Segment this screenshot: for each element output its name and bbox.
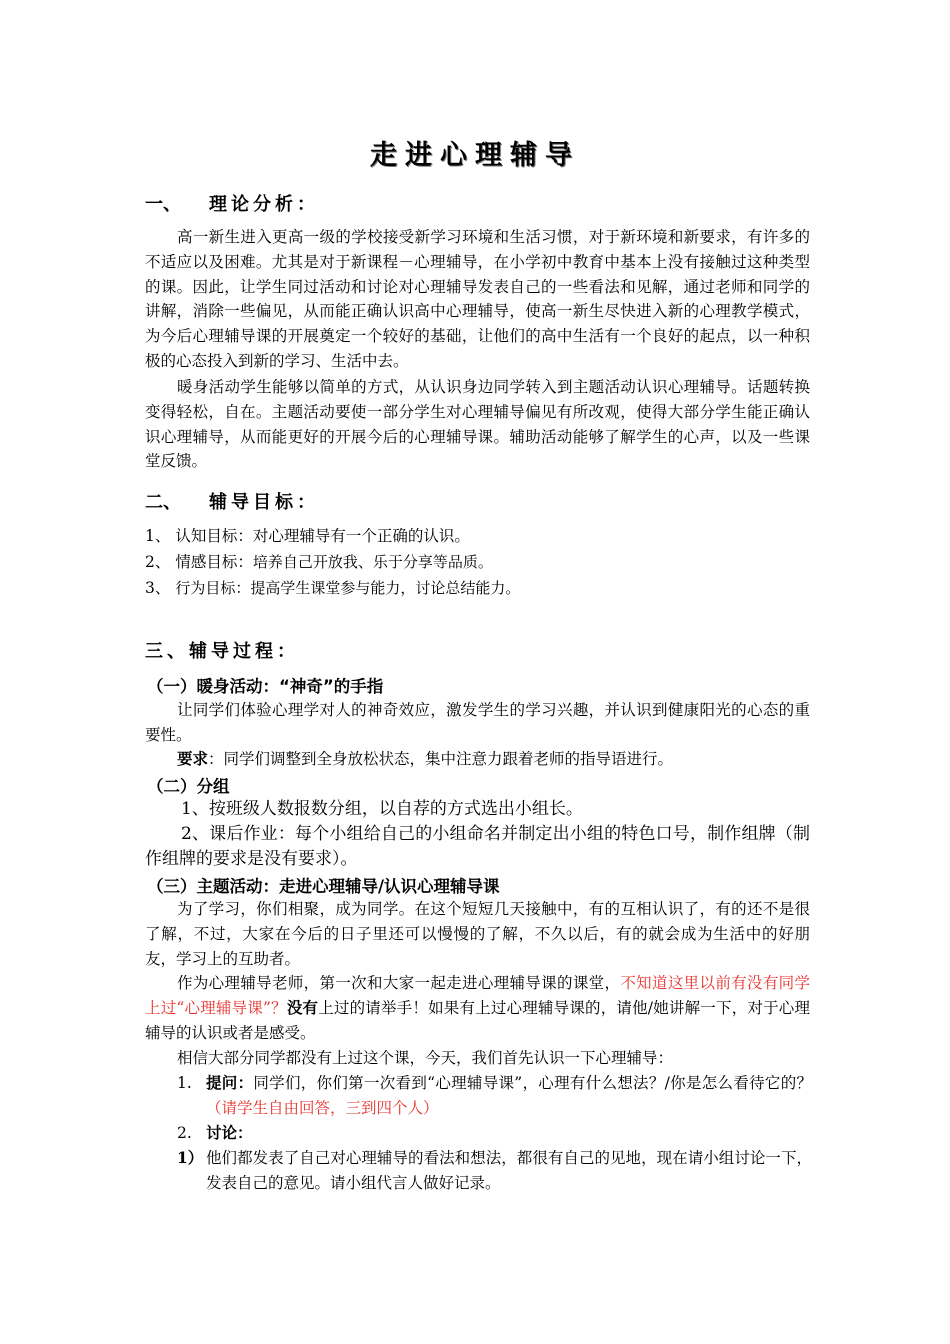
list-item-question [177, 1071, 812, 1121]
goal-label: 情感目标： [175, 553, 253, 571]
analysis-paragraph-2: 暖身活动学生能够以简单的方式，从认识身边同学转入到主题活动认识心理辅导。话题转换变得轻松，自在。主题活动要使一部分学生对心理辅导偏见有所改观，使得大部分学生能正确认识心理辅导，从而能更好的开展今后的心理辅导课。辅助活动能够了解学生的心声，以及一些课堂反馈。 [145, 378, 810, 471]
list-item-discussion [177, 1121, 812, 1146]
goal-text: 培养自己开放我、乐于分享等品质。 [252, 553, 493, 571]
list-marker: 1） [177, 1148, 204, 1167]
section-title: 辅导目标： [209, 492, 319, 513]
section-heading-analysis [145, 190, 319, 216]
goal-number: 1、 [145, 527, 171, 545]
section-title: 理论分析： [209, 194, 319, 215]
highlighted-question: 不知道这里以前有没有同学上过“心理辅导课”？ [145, 974, 810, 1017]
part2-item-2: 2、课后作业：每个小组给自己的小组命名并制定出小组的特色口号，制作组牌（制作组牌的要求是没有要求）。 [145, 824, 810, 869]
goal-label: 认知目标： [175, 527, 253, 545]
section-title: 三、辅导过程： [145, 641, 299, 662]
list-marker: 1. [177, 1074, 192, 1092]
list-marker: 2. [177, 1124, 192, 1142]
part2-item-1: 1、按班级人数报数分组，以自荐的方式选出小组长。 [181, 799, 583, 819]
goal-number: 3、 [145, 579, 171, 597]
list-label: 提问： [206, 1073, 254, 1092]
section-number: 一、 [145, 194, 181, 215]
list-text: 同学们，你们第一次看到“心理辅导课”，心理有什么想法？/你是怎么看待它的？ [253, 1074, 812, 1092]
part1-paragraph: 让同学们体验心理学对人的神奇效应，激发学生的学习兴趣，并认识到健康阳光的心态的重要性。 [145, 701, 810, 744]
section-heading-process [145, 637, 299, 663]
goal-item-behavior [145, 576, 520, 598]
requirement-text: ：同学们调整到全身放松状态，集中注意力跟着老师的指导语进行。 [208, 750, 674, 768]
paragraph-text: 上过的请举手！如果有上过心理辅导课的，请他/她讲解一下，对于心理辅导的认识或者是感受。 [145, 998, 810, 1042]
part3-paragraph-2 [145, 971, 810, 1045]
part1-heading: （一）暖身活动：“神奇”的手指 [147, 677, 384, 696]
part2-heading: （二）分组 [147, 777, 230, 796]
requirement-label: 要求 [177, 749, 209, 768]
page-title: 走进心理辅导 [370, 140, 580, 171]
goal-item-emotional [145, 550, 493, 572]
list-text: 他们都发表了自己对心理辅导的看法和想法，都很有自己的见地，现在请小组讨论一下，发表自己的意见。请小组代言人做好记录。 [206, 1149, 812, 1192]
goal-item-cognitive [145, 524, 470, 546]
goal-text: 行为目标：提高学生课堂参与能力，讨论总结能力。 [175, 579, 521, 597]
section-number: 二、 [145, 492, 181, 513]
list-item-subpoint [177, 1146, 812, 1196]
list-label: 讨论： [206, 1123, 253, 1142]
goal-text: 对心理辅导有一个正确的认识。 [252, 527, 470, 545]
list-note: （请学生自由回答，三到四个人） [206, 1098, 439, 1117]
analysis-paragraph-1: 高一新生进入更高一级的学校接受新学习环境和生活习惯，对于新环境和新要求，有许多的不适应以及困难。尤其是对于新课程－心理辅导，在小学初中教育中基本上没有接触过这种类型的课。因此，让学生同过活动和讨论对心理辅导发表自己的一些看法和见解，通过老师和同学的讲解，消除一些偏见，从而能正确认识高中心理辅导，使高一新生尽快进入新的心理教学模式，为今后心理辅导课的开展奠定一个较好的基础，让他们的高中生活有一个良好的起点，以一种积极的心态投入到新的学习、生活中去。 [145, 228, 810, 370]
part3-heading: （三）主题活动：走进心理辅导/认识心理辅导课 [147, 877, 500, 896]
section-heading-goals [145, 488, 319, 514]
part3-paragraph-3: 相信大部分同学都没有上过这个课，今天，我们首先认识一下心理辅导： [177, 1049, 674, 1067]
bold-word: 没有 [286, 997, 319, 1017]
part3-paragraph-1: 为了学习，你们相聚，成为同学。在这个短短几天接触中，有的互相认识了，有的还不是很了解，不过，大家在今后的日子里还可以慢慢的了解，不久以后，有的就会成为生活中的好朋友，学习上的互助者。 [145, 900, 810, 968]
goal-number: 2、 [145, 553, 171, 571]
paragraph-text: 作为心理辅导老师，第一次和大家一起走进心理辅导课的课堂， [177, 974, 621, 992]
part1-requirement [145, 747, 810, 772]
